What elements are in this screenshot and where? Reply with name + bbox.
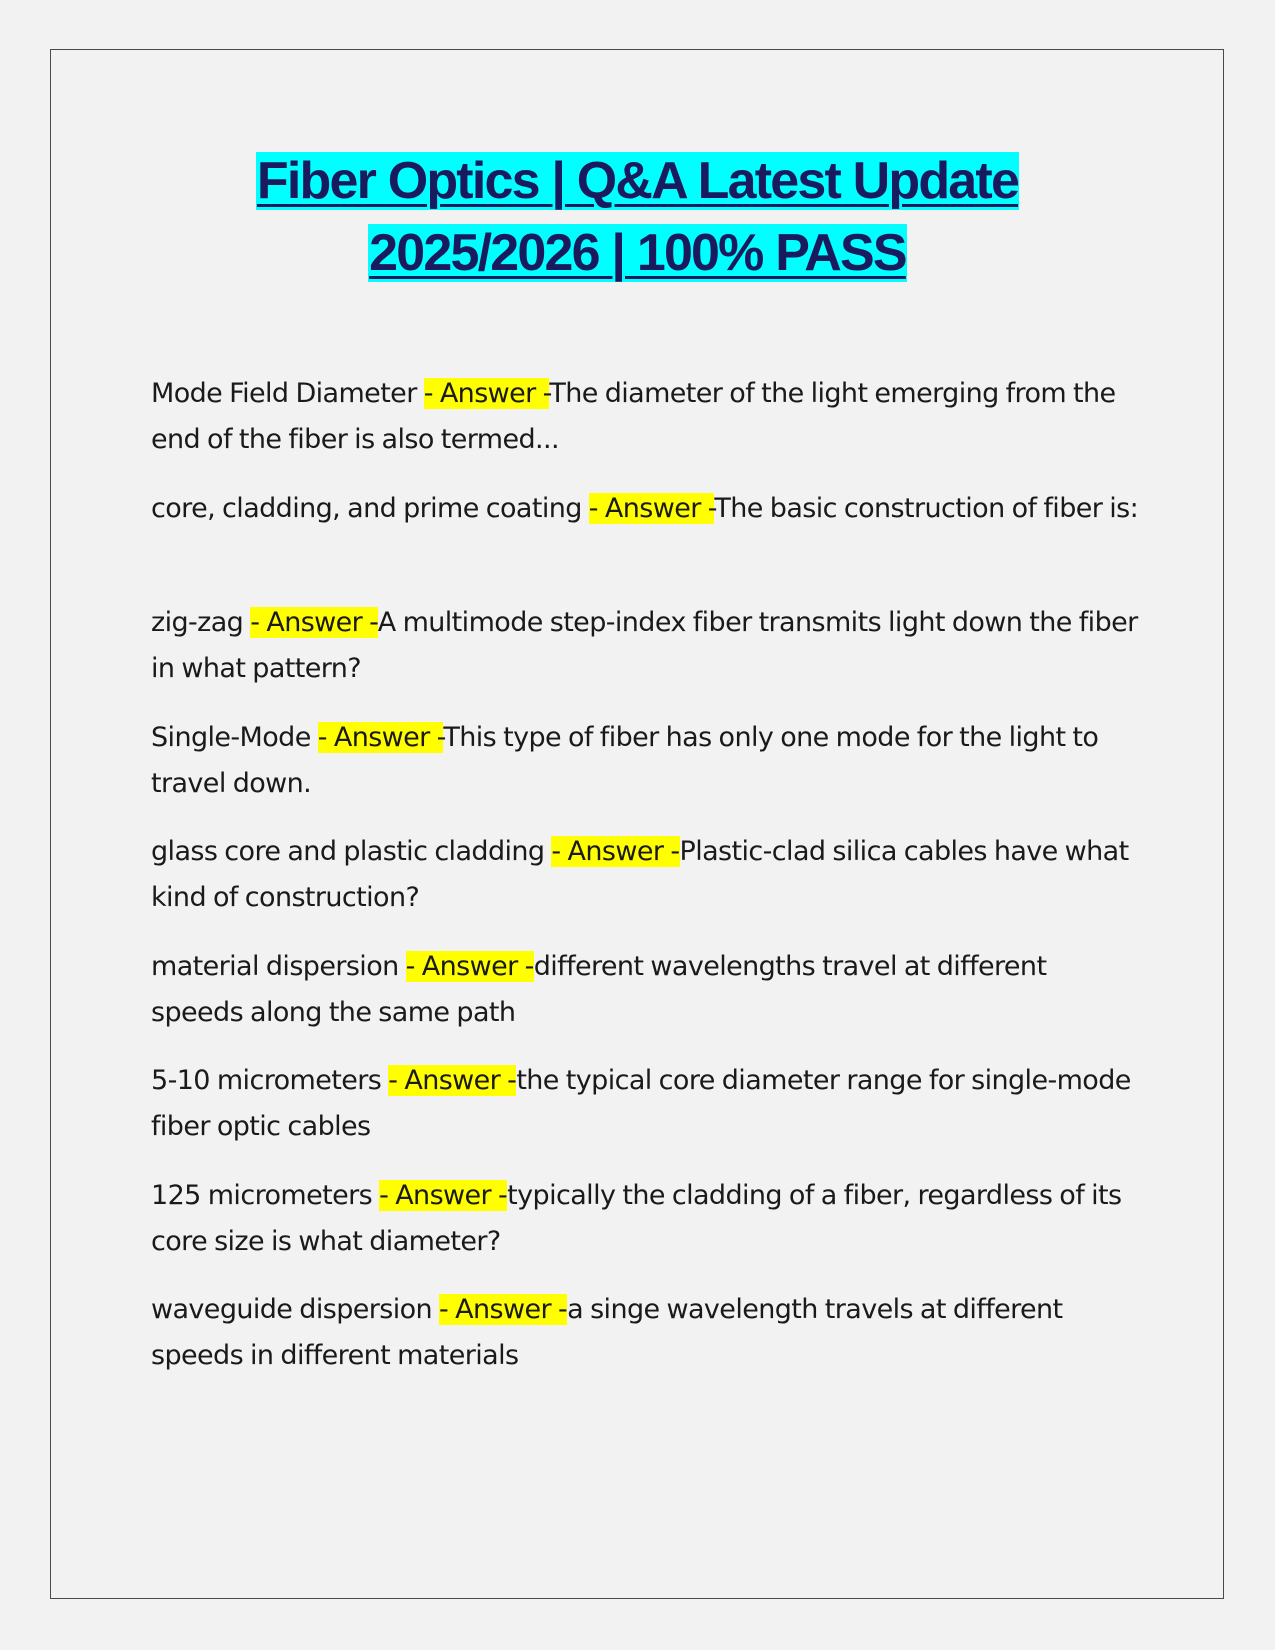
qa-definition: a singe wavelength travels at different speeds in different materials [151, 1294, 1063, 1371]
qa-definition: This type of fiber has only one mode for the light to travel down. [151, 721, 1099, 799]
document-title [0, 145, 1275, 289]
qa-definition: different wavelengths travel at different speeds along the same path [151, 950, 1047, 1028]
qa-item [151, 371, 1141, 463]
qa-definition: Plastic-clad silica cables have what kind of construction? [151, 836, 1129, 913]
qa-term: core, cladding, and prime coating [151, 492, 589, 524]
qa-term: material dispersion [151, 950, 406, 982]
qa-term: 5-10 micrometers [151, 1065, 389, 1096]
qa-term: glass core and plastic cladding [151, 836, 552, 867]
answer-highlight: - Answer - [588, 492, 715, 524]
qa-definition: the typical core diameter range for single-mode fiber optic cables [151, 1065, 1131, 1142]
qa-item [151, 600, 1141, 692]
answer-highlight: - Answer - [551, 836, 680, 867]
qa-term: waveguide dispersion [151, 1294, 440, 1325]
title-line-1 [0, 145, 1275, 217]
answer-highlight: - Answer - [250, 607, 378, 638]
qa-definition: typically the cladding of a fiber, regardless of its core size is what diameter? [151, 1179, 1122, 1257]
qa-term: Single-Mode [151, 721, 318, 753]
qa-item [151, 1173, 1141, 1265]
qa-item [151, 829, 1141, 921]
qa-item [151, 715, 1141, 807]
answer-highlight: - Answer - [317, 721, 444, 753]
qa-item [151, 1058, 1141, 1150]
answer-highlight: - Answer - [388, 1065, 517, 1096]
qa-definition: The diameter of the light emerging from the end of the fiber is also termed... [151, 378, 1116, 455]
qa-definition: The basic construction of fiber is: [714, 492, 1139, 524]
answer-highlight: - Answer - [379, 1179, 508, 1211]
qa-item [151, 1287, 1141, 1379]
title-line-2 [0, 217, 1275, 289]
qa-definition: A multimode step-index fiber transmits light down the fiber in what pattern? [151, 607, 1138, 684]
answer-highlight: - Answer - [405, 950, 534, 982]
title-text-1: Fiber Optics | Q&A Latest Update [256, 152, 1019, 210]
qa-item [151, 944, 1141, 1036]
qa-item [151, 486, 1141, 578]
qa-term: 125 micrometers [151, 1179, 380, 1211]
qa-term: Mode Field Diameter [151, 378, 424, 409]
answer-highlight: - Answer - [439, 1294, 568, 1325]
qa-term: zig-zag [151, 607, 251, 638]
answer-highlight: - Answer - [423, 378, 550, 409]
qa-list [151, 371, 1141, 1402]
title-text-2: 2025/2026 | 100% PASS [369, 224, 906, 282]
